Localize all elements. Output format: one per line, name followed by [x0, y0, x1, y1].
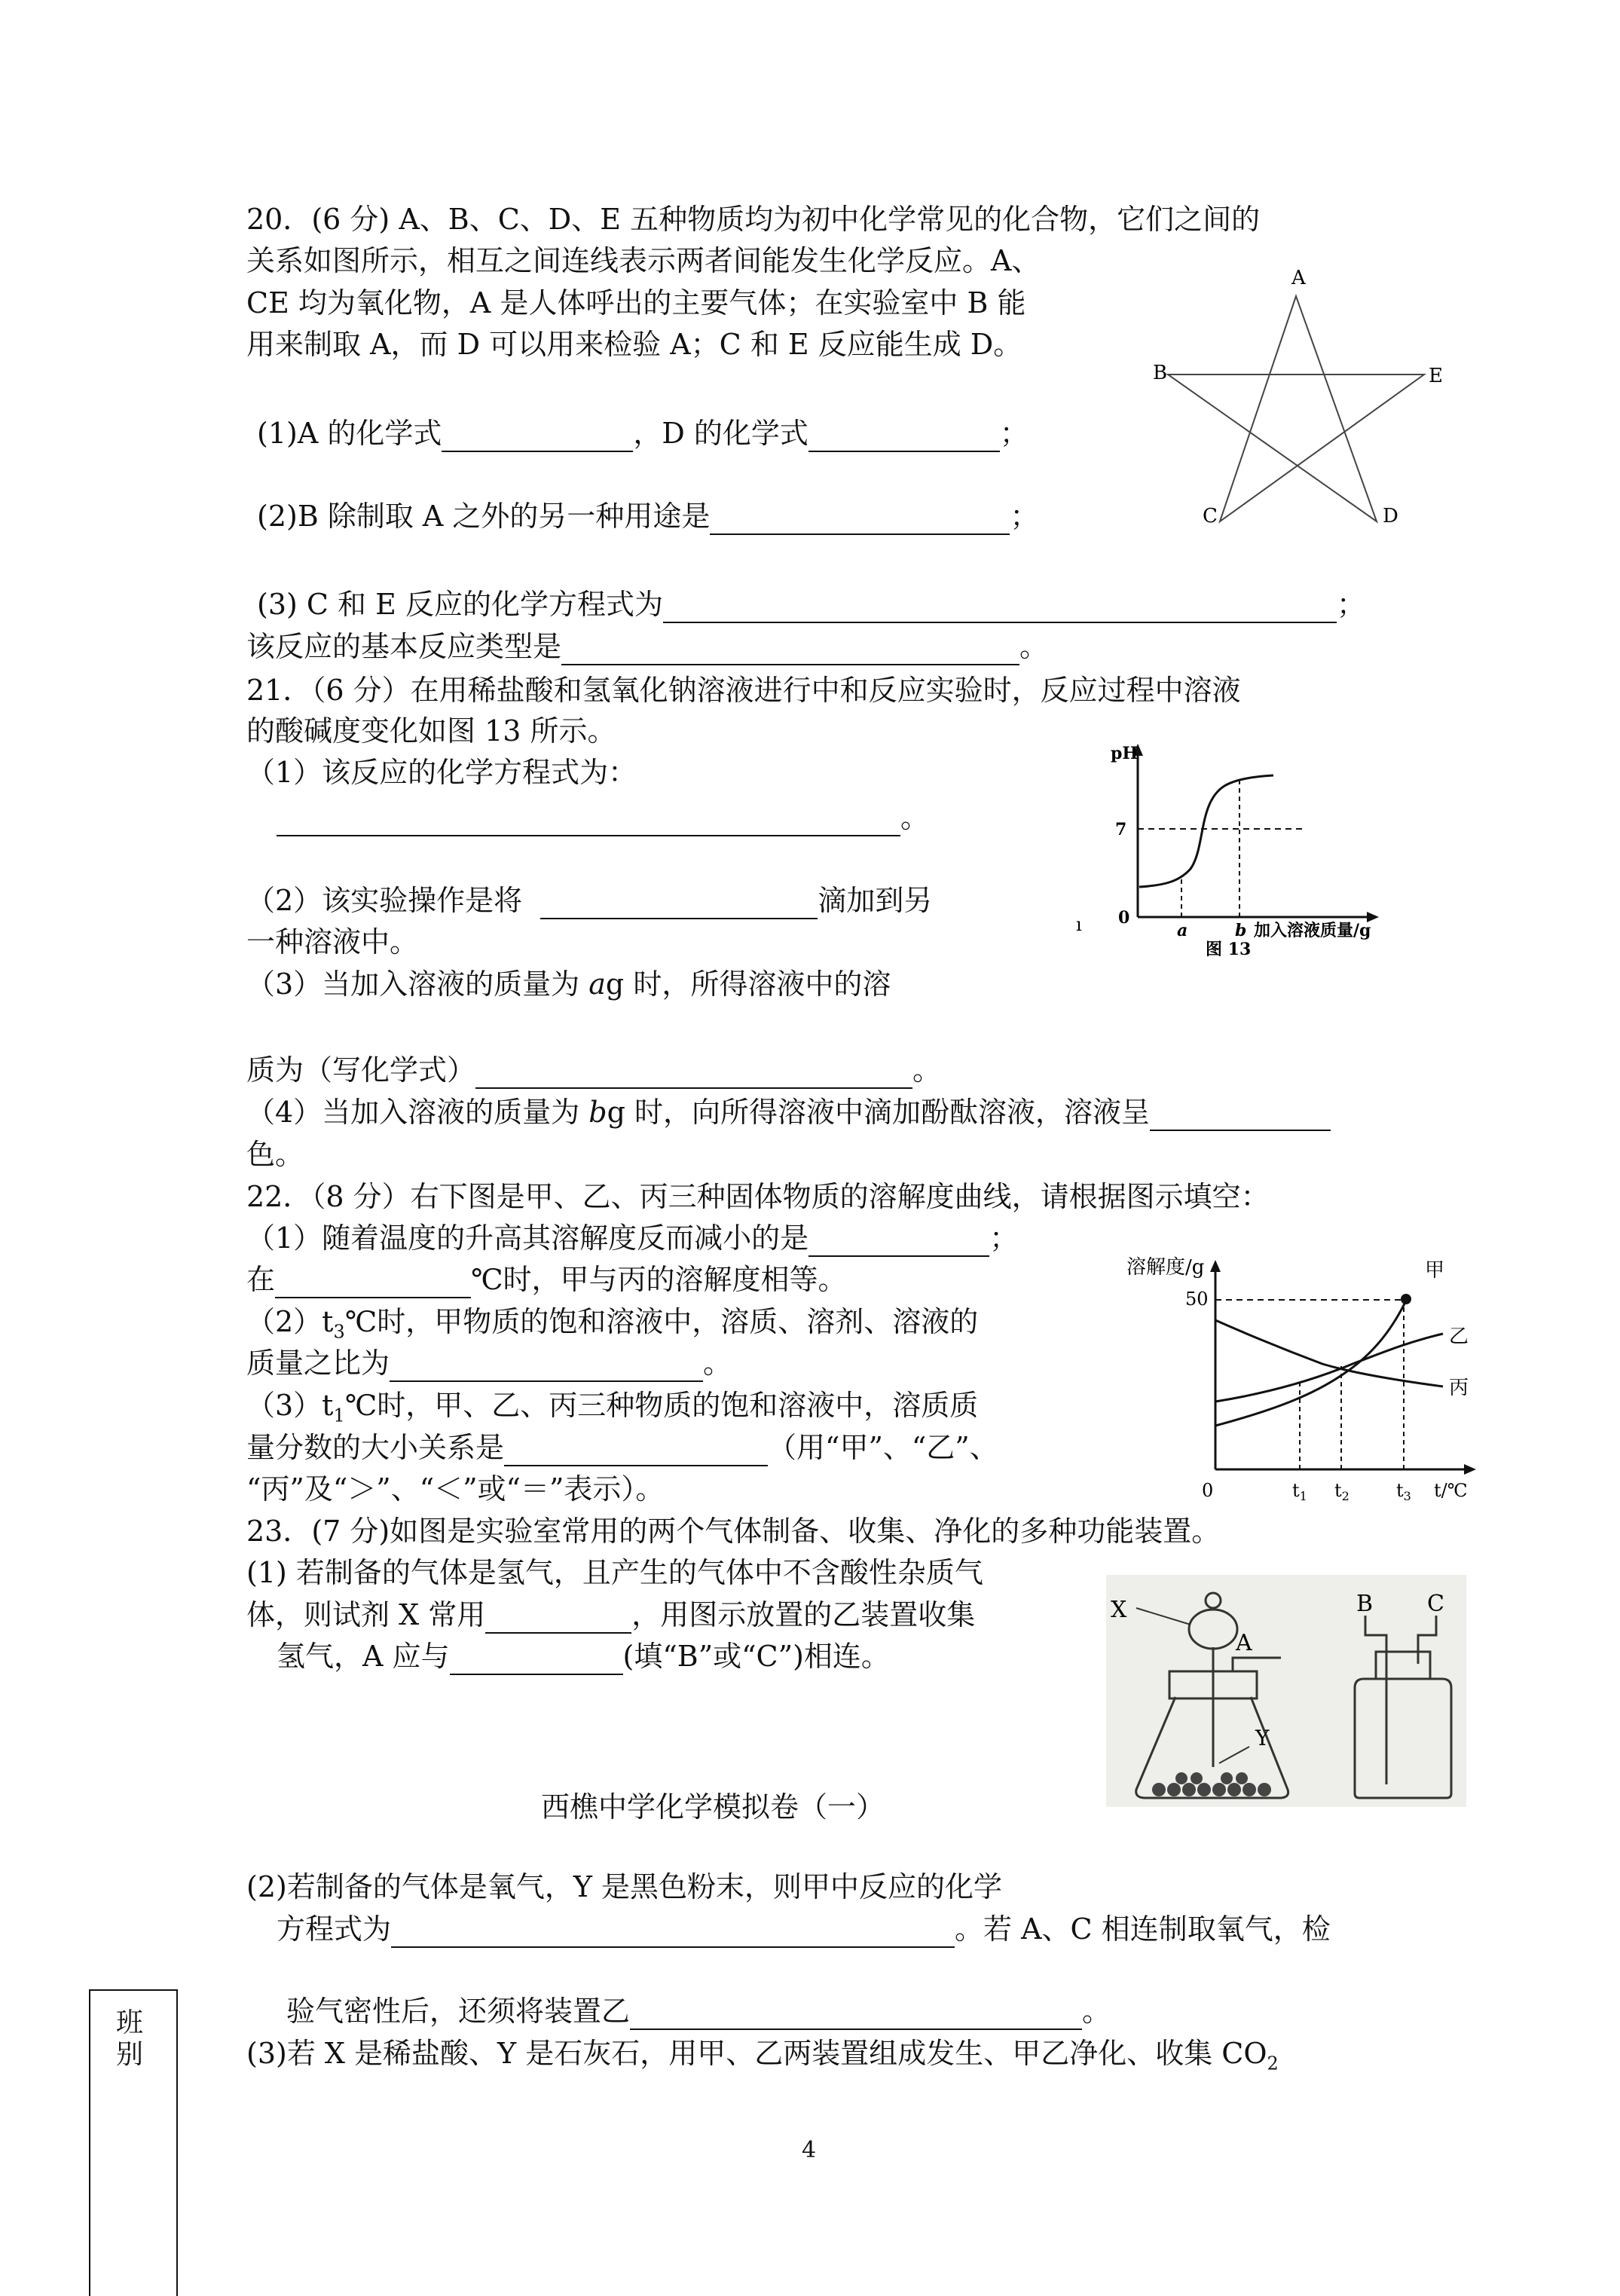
q23-answer-equation[interactable]	[391, 1916, 955, 1948]
ph-caption: 图 13	[1206, 940, 1252, 959]
q22-intro: 22．（8 分）右下图是甲、乙、丙三种固体物质的溶解度曲线，请根据图示填空：	[246, 1180, 1270, 1213]
star-label-e: E	[1429, 365, 1443, 387]
q20-p1-label-a: (1)A 的化学式	[257, 417, 442, 450]
q23-part-1a: (1) 若制备的气体是氢气，且产生的气体中不含酸性杂质气	[246, 1556, 983, 1589]
ph-origin: 0	[1118, 908, 1130, 928]
q20-p3b-label: 该反应的基本反应类型是	[246, 630, 562, 663]
q21-p2-label-b: 滴加到另	[818, 884, 933, 917]
star-label-a: A	[1291, 268, 1306, 289]
q21-part-4c: 色。	[246, 1138, 304, 1171]
q22-p3-label-c: 量分数的大小关系是	[246, 1431, 505, 1464]
class-label-box	[89, 1989, 178, 2296]
granules	[1152, 1772, 1271, 1796]
curve-jia	[1215, 1298, 1408, 1426]
star-label-d: D	[1383, 505, 1398, 527]
ph-y-label: pH	[1111, 744, 1139, 763]
sol-y-tick-50: 50	[1185, 1289, 1209, 1310]
q21-p3-label-c: 质为（写化学式）	[246, 1053, 476, 1087]
q23-p2-end: 。	[1082, 1995, 1111, 2028]
q23-p2-label-c: 。若 A、C 相连制取氧气，检	[955, 1912, 1331, 1946]
series-label-yi: 乙	[1449, 1325, 1469, 1348]
q20-p3-end: ；	[1336, 588, 1365, 621]
ph-curve	[1139, 775, 1273, 887]
q22-p1-label: （1）随着温度的升高其溶解度反而减小的是	[246, 1221, 809, 1255]
q22-p3-label-b: ℃时，甲、乙、丙三种物质的饱和溶液中，溶质质	[344, 1389, 979, 1422]
q21-part-4	[246, 1093, 1331, 1131]
q21-part-1-blank	[277, 799, 929, 836]
q21-answer-solution[interactable]	[540, 888, 818, 919]
q21-answer-solute[interactable]	[475, 1057, 912, 1089]
ph-y-tick-7: 7	[1115, 820, 1127, 839]
bottle-body	[1355, 1679, 1451, 1798]
bottle-stopper	[1376, 1652, 1430, 1679]
q22-p2-end: 。	[703, 1347, 732, 1380]
q20-p1-end: ；	[999, 417, 1029, 450]
outlet-tube-a	[1233, 1658, 1281, 1671]
star-label-b: B	[1153, 362, 1168, 384]
q21-p2-label: （2）该实验操作是将	[246, 884, 523, 917]
q21-intro-1: 21．（6 分）在用稀盐酸和氢氧化钠溶液进行中和反应实验时，反应过程中溶液	[246, 674, 1241, 707]
q22-p2-sub: 3	[333, 1321, 345, 1343]
q20-answer-reaction-type[interactable]	[561, 634, 1019, 665]
side-label-ban: 班	[116, 2007, 144, 2038]
q23-part-3	[246, 2035, 1279, 2083]
q20-p1-label-d: ，D 的化学式	[633, 417, 808, 450]
q22-p2-label-b: ℃时，甲物质的饱和溶液中，溶质、溶剂、溶液的	[344, 1305, 979, 1338]
series-label-jia: 甲	[1425, 1259, 1445, 1282]
label-y: Y	[1255, 1726, 1270, 1750]
q22-p3-label-a: （3）t	[246, 1389, 334, 1422]
q21-answer-equation[interactable]	[277, 805, 900, 836]
q23-p3-label: (3)若 X 是稀盐酸、Y 是石灰石，用甲、乙两装置组成发生、甲乙净化、收集 CO	[246, 2037, 1267, 2070]
q20-part-1	[257, 414, 1029, 452]
q21-p4-label-b: g 时，向所得溶液中滴加酚酞溶液，溶液呈	[607, 1096, 1150, 1129]
q20-answer-b-use[interactable]	[710, 503, 1010, 535]
ph-x-label: 加入溶液质量/g	[1254, 921, 1371, 940]
curve-yi	[1215, 1334, 1443, 1402]
q21-part-3c	[246, 1051, 941, 1089]
q21-answer-color[interactable]	[1150, 1099, 1331, 1131]
point-jia-t3	[1401, 1294, 1411, 1304]
q23-part-1d	[277, 1637, 890, 1675]
pointer-y	[1219, 1747, 1249, 1763]
q22-p1-end: ；	[989, 1221, 1019, 1255]
solubility-figure	[1096, 1251, 1496, 1507]
sol-y-arrow	[1210, 1260, 1221, 1272]
q21-p1-end: 。	[900, 801, 930, 834]
q23-p1-label-d: 氢气，A 应与	[277, 1640, 450, 1673]
q22-answer-ratio[interactable]	[390, 1350, 703, 1382]
q22-answer-decreasing[interactable]	[808, 1225, 989, 1257]
q21-p3-var: a	[588, 968, 606, 1001]
q23-part-2b	[277, 1910, 1331, 1948]
label-x: X	[1111, 1597, 1127, 1623]
q21-p3-label-b: g 时，所得溶液中的溶	[605, 968, 891, 1001]
q23-p1-label-c: ，用图示放置的乙装置收集	[631, 1598, 976, 1631]
q21-part-2c: 一种溶液中。	[246, 925, 419, 958]
star-diagram	[1153, 268, 1454, 535]
apparatus-figure	[1106, 1575, 1466, 1807]
q22-part-3	[246, 1386, 978, 1435]
funnel-bulb	[1189, 1610, 1237, 1649]
q23-p3-sub: 2	[1267, 2053, 1279, 2074]
label-b: B	[1356, 1591, 1374, 1617]
q22-part-3e: “丙”及“＞”、“＜”或“＝”表示）。	[246, 1472, 665, 1506]
q22-p2-label-a: （2）t	[246, 1305, 334, 1338]
q20-answer-d-formula[interactable]	[808, 420, 1000, 452]
q20-answer-a-formula[interactable]	[442, 420, 633, 452]
q21-p3-label-a: （3）当加入溶液的质量为	[246, 968, 589, 1001]
q21-part-1: （1）该反应的化学方程式为：	[246, 756, 637, 789]
q21-part-3	[246, 965, 891, 1003]
q22-answer-order[interactable]	[504, 1435, 768, 1466]
q23-answer-reagent-x[interactable]	[485, 1602, 631, 1634]
star-lines	[1168, 296, 1424, 521]
ph-x-tick-b: b	[1235, 921, 1247, 940]
q23-part-2d	[286, 1992, 1111, 2030]
q21-part-2	[246, 882, 932, 919]
side-label-bie: 别	[116, 2039, 144, 2070]
q21-p3-end: 。	[912, 1053, 942, 1087]
label-a: A	[1236, 1630, 1252, 1656]
section-title: 西樵中学化学模拟卷（一）	[541, 1790, 885, 1824]
q22-part-2c	[246, 1344, 732, 1382]
q22-part-1	[246, 1219, 1018, 1257]
q23-p2-label-b: 方程式为	[277, 1912, 392, 1946]
pointer-x	[1136, 1608, 1191, 1625]
q21-p4-var: b	[588, 1096, 607, 1129]
q21-intro-2: 的酸碱度变化如图 13 所示。	[246, 714, 616, 747]
q23-p2-label-d: 验气密性后，还须将装置乙	[286, 1995, 631, 2028]
sol-x-label: t/℃	[1434, 1480, 1468, 1501]
q23-p1-label-e: (填“B”或“C”)相连。	[622, 1640, 890, 1673]
ph-stray-mark: ı	[1076, 914, 1082, 935]
q20-answer-equation[interactable]	[663, 592, 1337, 623]
q22-p3-sub: 1	[333, 1405, 345, 1426]
ph-curve-figure	[1070, 742, 1401, 961]
q20-intro-1: 20．(6 分) A、B、C、D、E 五种物质均为初中化学常见的化合物，它们之间的	[246, 203, 1261, 236]
q20-intro-3: CE 均为氧化物，A 是人体呼出的主要气体；在实验室中 B 能	[246, 286, 1026, 319]
q20-p3b-end: 。	[1019, 630, 1049, 663]
q23-answer-operation[interactable]	[630, 1998, 1082, 2030]
q22-part-1b	[246, 1261, 847, 1298]
q23-p1-label-b: 体，则试剂 X 常用	[246, 1598, 486, 1631]
q20-p3-label: (3) C 和 E 反应的化学方程式为	[257, 588, 663, 621]
funnel-cap	[1206, 1593, 1221, 1608]
q21-p4-label-a: （4）当加入溶液的质量为	[246, 1096, 589, 1129]
tube-c	[1418, 1616, 1436, 1664]
x-tick-t1: $t_1$	[1292, 1480, 1307, 1503]
sol-y-label: 溶解度/g	[1126, 1256, 1205, 1279]
q23-part-1b	[246, 1596, 975, 1634]
q22-answer-temperature[interactable]	[275, 1267, 471, 1298]
q20-part-3	[257, 585, 1365, 623]
q20-intro-4: 用来制取 A，而 D 可以用来检验 A；C 和 E 反应能生成 D。	[246, 328, 1022, 361]
page-number: 4	[802, 2137, 817, 2163]
q23-part-2a: (2)若制备的气体是氧气，Y 是黑色粉末，则甲中反应的化学	[246, 1870, 1002, 1903]
q20-part-3b	[246, 628, 1048, 665]
q20-p2-end: ；	[1010, 500, 1039, 533]
label-c: C	[1427, 1591, 1444, 1617]
ph-x-tick-a: a	[1177, 921, 1188, 940]
q23-intro: 23．(7 分)如图是实验室常用的两个气体制备、收集、净化的多种功能装置。	[246, 1515, 1221, 1548]
q20-p2-label: (2)B 除制取 A 之外的另一种用途是	[257, 500, 711, 533]
q22-p1-label-c: ℃时，甲与丙的溶解度相等。	[471, 1263, 847, 1296]
curve-bing	[1215, 1320, 1443, 1386]
sol-origin: 0	[1202, 1480, 1214, 1501]
x-tick-t2: $t_2$	[1334, 1480, 1349, 1503]
x-tick-t3: $t_3$	[1396, 1480, 1411, 1503]
q22-p3-label-d: （用“甲”、“乙”、	[768, 1431, 998, 1464]
q22-p2-label-c: 质量之比为	[246, 1347, 390, 1380]
tube-b	[1365, 1616, 1386, 1784]
q22-part-3c	[246, 1429, 998, 1466]
q20-part-2	[257, 497, 1038, 535]
series-label-bing: 丙	[1449, 1377, 1469, 1399]
star-label-c: C	[1203, 505, 1218, 527]
q20-intro-2: 关系如图所示，相互之间连线表示两者间能发生化学反应。A、	[246, 244, 1041, 277]
sol-x-arrow	[1464, 1464, 1476, 1475]
q23-answer-connect[interactable]	[450, 1643, 623, 1675]
q22-p1-label-b: 在	[246, 1263, 276, 1296]
